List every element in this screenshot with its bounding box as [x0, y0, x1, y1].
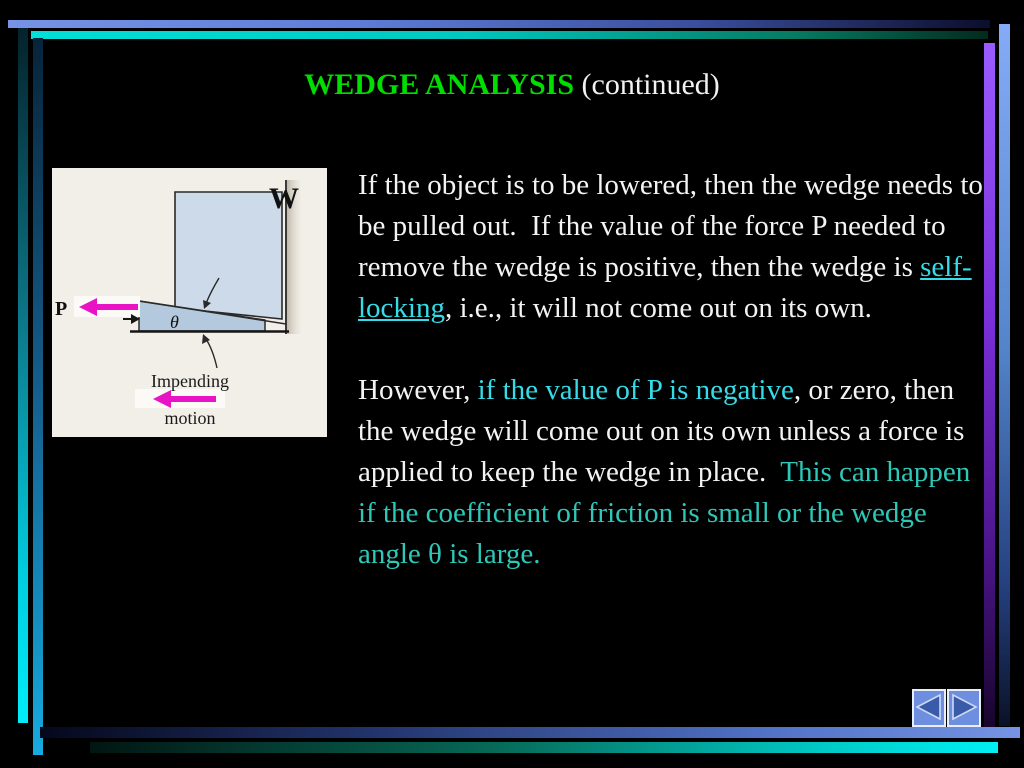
- slide-title-main: WEDGE ANALYSIS: [304, 68, 575, 101]
- p2-highlight-1: if the value of P is negative: [477, 374, 794, 406]
- motion-label: motion: [164, 408, 216, 428]
- slide-navigation: [912, 689, 981, 727]
- p1-text-1: If the object is to be lowered, then the wedge needs to be pulled out. If the value of the force P needed to remove the wedge is positive, then the wedge is: [358, 169, 991, 283]
- prev-slide-button[interactable]: [912, 689, 946, 727]
- slide-title-suffix: (continued): [574, 68, 720, 101]
- frame-bottom-outer-bar: [90, 742, 998, 753]
- frame-top-outer-bar: [8, 20, 990, 28]
- frame-bottom-inner-bar: [40, 727, 1020, 738]
- frame-top-inner-bar: [31, 31, 988, 39]
- p2-text-2: , or zero, then the wedge will come out on its own unless a force is applied to keep the wedge in place.: [358, 374, 972, 488]
- next-slide-button[interactable]: [947, 689, 981, 727]
- paragraph-2: [358, 370, 990, 575]
- weight-label: W: [269, 182, 299, 215]
- left-triangle-icon: [915, 692, 943, 725]
- p2-text-1: However,: [358, 374, 478, 406]
- frame-right-outer-bar: [999, 24, 1010, 726]
- p1-text-2: , i.e., it will not come out on its own.: [445, 292, 872, 324]
- self-locking-link[interactable]: self-locking: [358, 251, 972, 324]
- force-label: P: [55, 298, 68, 320]
- frame-left-outer-bar: [18, 28, 28, 723]
- p2-highlight-2: This can happen if the coefficient of friction is small or the wedge angle θ is large.: [358, 456, 978, 570]
- slide-title: [0, 66, 1024, 104]
- frame-left-inner-bar: [33, 38, 43, 755]
- block-w-shape: [175, 192, 282, 319]
- wedge-diagram: [52, 168, 327, 437]
- right-triangle-icon: [950, 692, 978, 725]
- paragraph-1: [358, 165, 990, 329]
- slide-body-text: [358, 165, 990, 616]
- impending-label: Impending: [151, 371, 229, 391]
- angle-label: θ: [170, 312, 179, 332]
